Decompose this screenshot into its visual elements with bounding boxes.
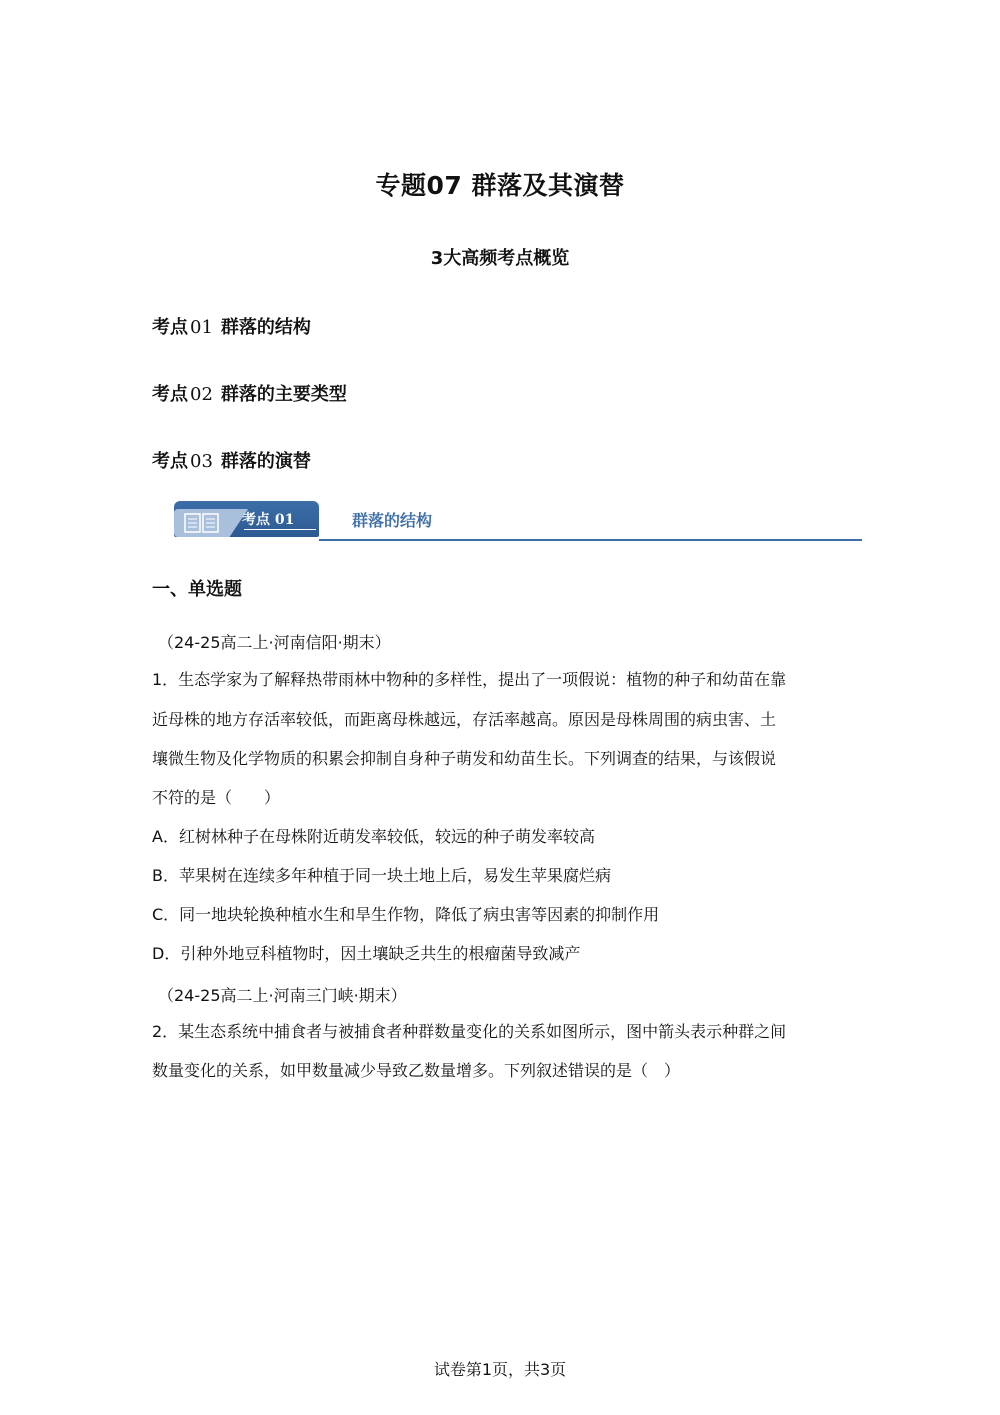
question-text-line: 近母株的地方存活率较低，而距离母株越远，存活率越高。原因是母株周围的病虫害、土 bbox=[152, 710, 777, 729]
question-text-line: 不符的是（ ） bbox=[152, 788, 281, 807]
question-text-line: 1．生态学家为了解释热带雨林中物种的多样性，提出了一项假说：植物的种子和幼苗在靠 bbox=[152, 670, 787, 689]
question-source: （24-25高二上·河南信阳·期末） bbox=[158, 633, 391, 652]
page-footer: 试卷第1页，共3页 bbox=[433, 1360, 567, 1379]
question-text-line: 数量变化的关系，如甲数量减少导致乙数量增多。下列叙述错误的是（ ） bbox=[152, 1061, 681, 1080]
question-type-heading: 一、单选题 bbox=[152, 579, 242, 600]
option-a: A．红树林种子在母株附近萌发率较低，较远的种子萌发率较高 bbox=[152, 827, 595, 846]
toc-num: 01 bbox=[190, 317, 213, 338]
document-title: 专题07 群落及其演替 bbox=[375, 171, 625, 200]
toc-item-2 bbox=[152, 380, 347, 406]
toc-prefix: 考点 bbox=[152, 384, 188, 405]
toc-num: 02 bbox=[190, 384, 213, 405]
question-source: （24-25高二上·河南三门峡·期末） bbox=[158, 986, 407, 1005]
option-d: D．引种外地豆科植物时，因土壤缺乏共生的根瘤菌导致减产 bbox=[152, 944, 581, 963]
section-tab-label: 考点 01 bbox=[242, 512, 295, 528]
question-text-line: 2．某生态系统中捕食者与被捕食者种群数量变化的关系如图所示，图中箭头表示种群之间 bbox=[152, 1022, 787, 1041]
toc-num: 03 bbox=[190, 451, 213, 472]
book-icon bbox=[184, 513, 220, 533]
toc-item-1 bbox=[152, 313, 311, 339]
section-tab-underline bbox=[244, 529, 316, 530]
document-subtitle: 3大高频考点概览 bbox=[430, 248, 570, 269]
toc-prefix: 考点 bbox=[152, 451, 188, 472]
toc-label: 群落的结构 bbox=[220, 317, 311, 338]
option-b: B．苹果树在连续多年种植于同一块土地上后，易发生苹果腐烂病 bbox=[152, 866, 611, 885]
section-divider bbox=[319, 539, 862, 541]
toc-prefix: 考点 bbox=[152, 317, 188, 338]
toc-item-3 bbox=[152, 447, 311, 473]
toc-label: 群落的演替 bbox=[220, 451, 311, 472]
section-banner bbox=[174, 500, 862, 542]
section-title: 群落的结构 bbox=[352, 511, 433, 530]
option-c: C．同一地块轮换种植水生和旱生作物，降低了病虫害等因素的抑制作用 bbox=[152, 905, 660, 924]
toc-label: 群落的主要类型 bbox=[220, 384, 347, 405]
question-text-line: 壤微生物及化学物质的积累会抑制自身种子萌发和幼苗生长。下列调查的结果，与该假说 bbox=[152, 749, 777, 768]
